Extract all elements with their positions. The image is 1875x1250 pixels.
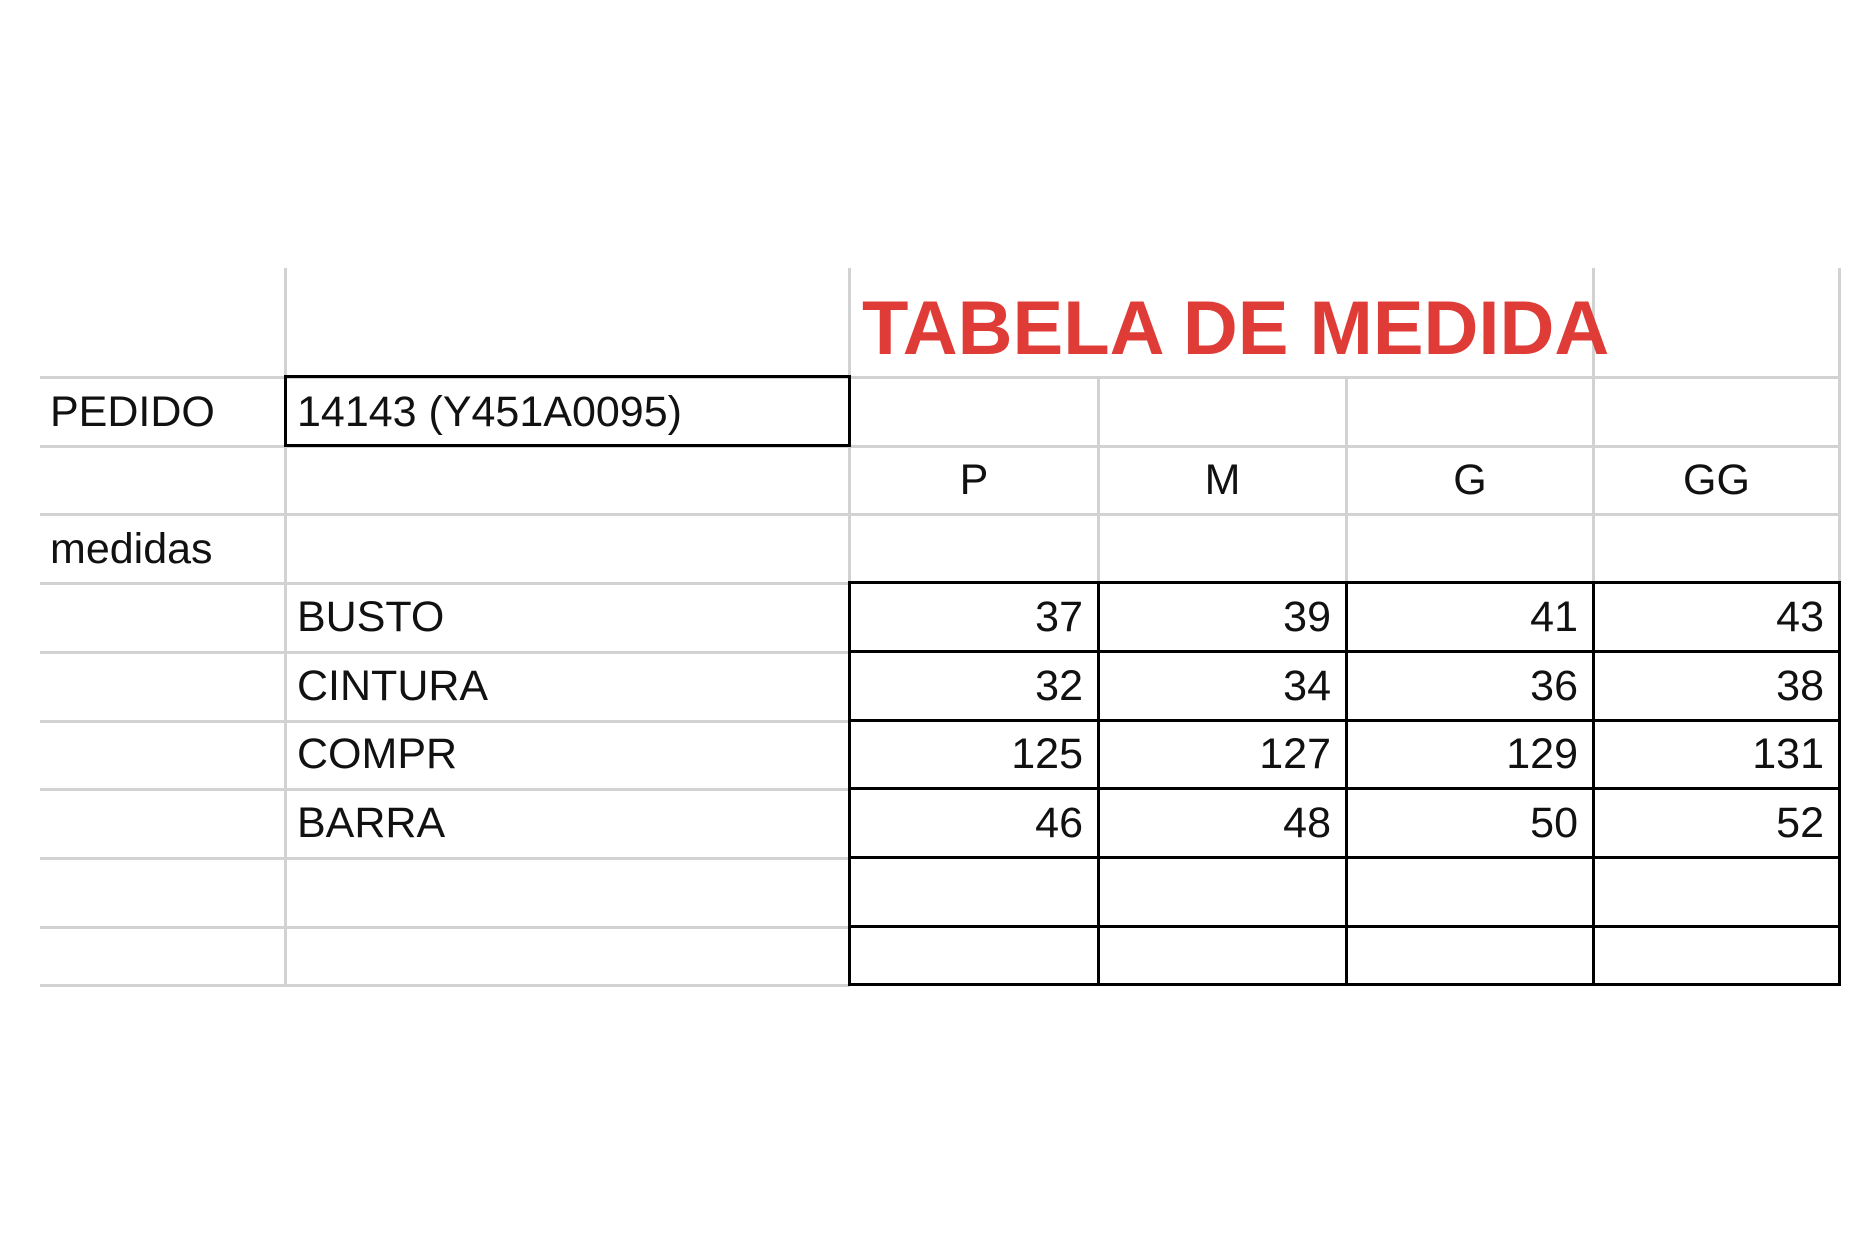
pedido-label: PEDIDO bbox=[50, 387, 215, 436]
row-label-busto: BUSTO bbox=[297, 592, 445, 641]
row-label-cintura: CINTURA bbox=[297, 661, 489, 710]
value-cell[interactable]: 129 bbox=[1506, 730, 1578, 778]
value-cell[interactable]: 125 bbox=[1011, 730, 1083, 778]
size-header-p: P bbox=[959, 456, 989, 504]
value-cell[interactable]: 50 bbox=[1530, 798, 1578, 847]
pedido-value[interactable]: 14143 (Y451A0095) bbox=[297, 387, 682, 436]
value-cell[interactable]: 41 bbox=[1530, 592, 1578, 641]
value-cell[interactable]: 38 bbox=[1776, 661, 1824, 710]
size-header-m: M bbox=[1204, 456, 1241, 504]
value-cell[interactable]: 131 bbox=[1752, 730, 1824, 778]
page-title: TABELA DE MEDIDA bbox=[862, 285, 1610, 371]
value-cell[interactable]: 43 bbox=[1776, 592, 1824, 641]
pedido-border bbox=[848, 375, 851, 447]
value-cell[interactable]: 127 bbox=[1259, 730, 1331, 778]
value-cell[interactable]: 37 bbox=[1035, 592, 1083, 641]
value-cell[interactable]: 32 bbox=[1035, 661, 1083, 710]
value-cell[interactable]: 39 bbox=[1283, 592, 1331, 641]
value-cell[interactable]: 46 bbox=[1035, 798, 1083, 847]
table-border bbox=[1838, 581, 1841, 986]
grid-line bbox=[40, 857, 850, 860]
grid-line bbox=[40, 513, 1840, 516]
grid-line bbox=[848, 268, 851, 376]
value-cell[interactable]: 34 bbox=[1283, 661, 1331, 710]
table-border bbox=[848, 925, 1840, 928]
grid-line bbox=[40, 926, 850, 929]
row-label-barra: BARRA bbox=[297, 798, 446, 847]
value-cell[interactable]: 36 bbox=[1530, 661, 1578, 710]
section-label: medidas bbox=[50, 524, 213, 573]
size-header-g: G bbox=[1453, 456, 1487, 504]
table-border bbox=[848, 983, 1840, 986]
value-cell[interactable]: 48 bbox=[1283, 798, 1331, 847]
table-border bbox=[848, 856, 1840, 859]
row-label-compr: COMPR bbox=[297, 730, 458, 778]
grid-line bbox=[40, 984, 850, 987]
size-header-gg: GG bbox=[1683, 456, 1750, 504]
grid-line bbox=[1838, 268, 1841, 582]
value-cell[interactable]: 52 bbox=[1776, 798, 1824, 847]
pedido-border bbox=[284, 375, 851, 378]
